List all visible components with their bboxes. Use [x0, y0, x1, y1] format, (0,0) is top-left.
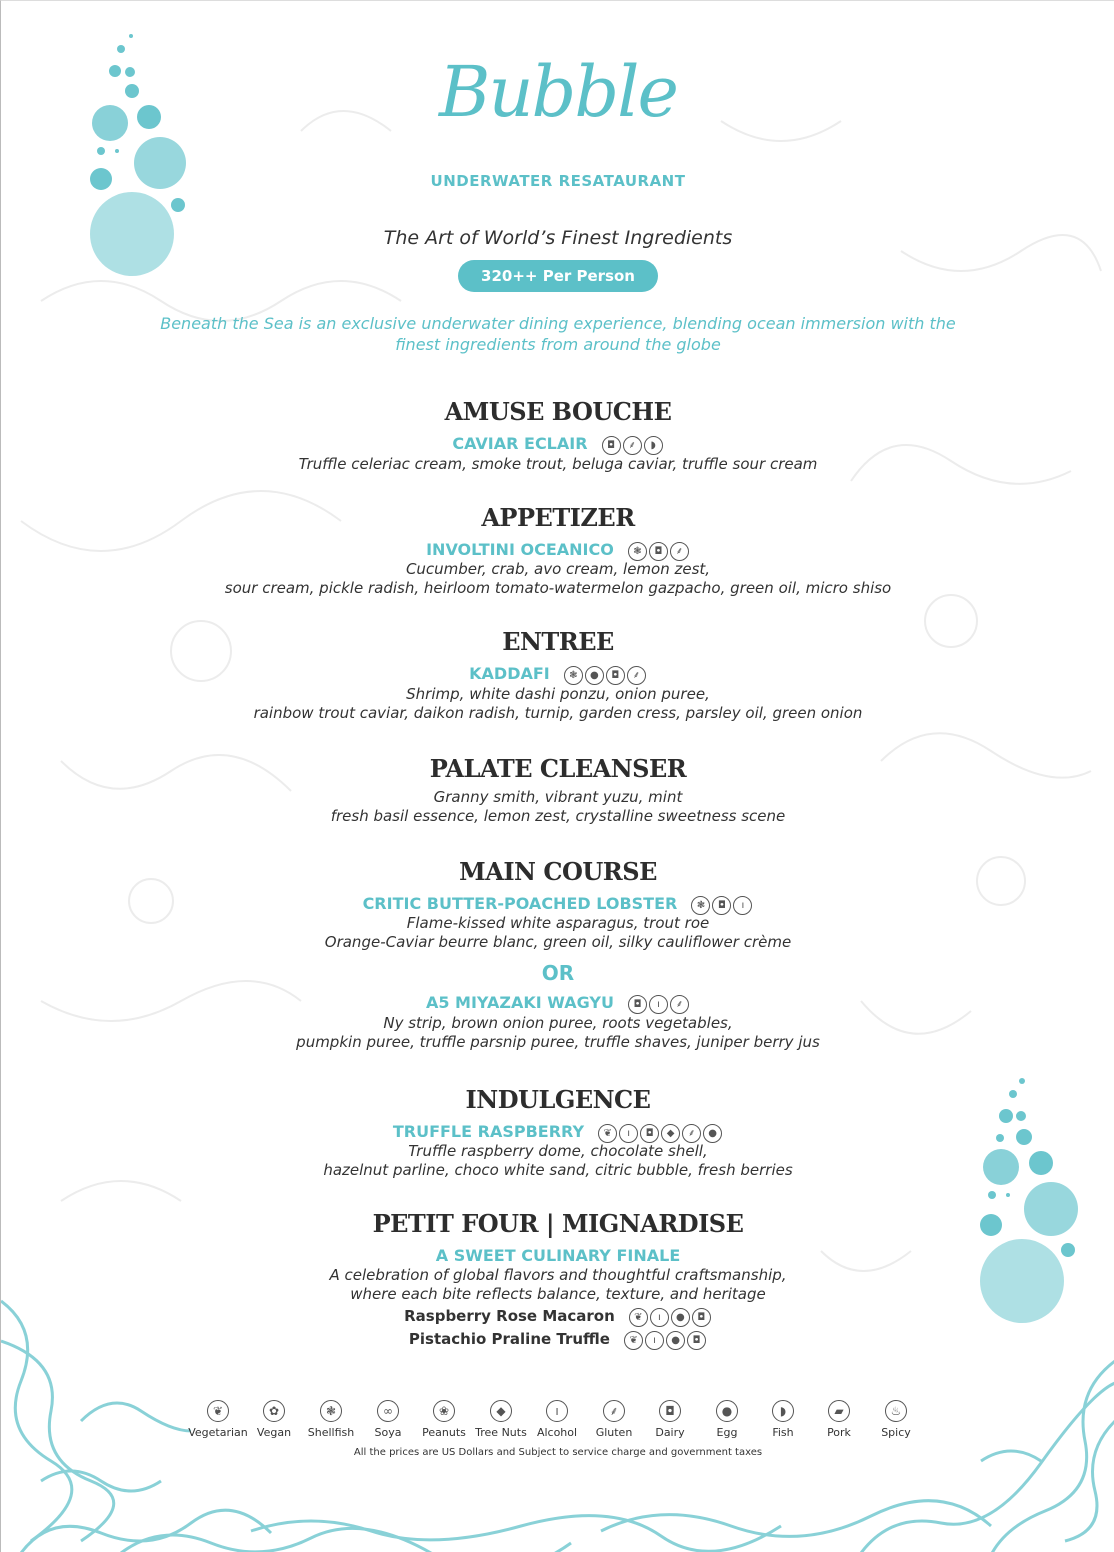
tree-nuts-icon: ◆: [661, 1124, 680, 1143]
allergen-icons: [563, 665, 647, 685]
dish-row-lobster: [1, 894, 1114, 915]
desc-line-2: rainbow trout caviar, daikon radish, turnip, garden cress, parsley oil, green onion: [253, 704, 863, 722]
section-title-palate-cleanser: PALATE CLEANSER: [429, 754, 687, 783]
allergen-icons: [601, 435, 664, 455]
section-title-appetizer: APPETIZER: [481, 503, 635, 532]
allergen-icons: [627, 994, 690, 1014]
vegan-icon: ✿: [263, 1400, 285, 1422]
gluten-icon: ⸙: [670, 542, 689, 561]
desc-line-2: fresh basil essence, lemon zest, crystalline sweetness scene: [330, 807, 786, 825]
legend-item-vegetarian: ❦ Vegetarian: [188, 1400, 248, 1439]
gluten-icon: ⸙: [682, 1124, 701, 1143]
desc-line-1: Cucumber, crab, avo cream, lemon zest,: [405, 560, 711, 578]
sweet-name: Raspberry Rose Macaron: [404, 1307, 615, 1325]
allergen-icons: [690, 895, 753, 915]
dish-description: [1, 1266, 1114, 1304]
dairy-icon: ◘: [712, 896, 731, 915]
allergen-legend: [186, 1400, 926, 1440]
egg-icon: ●: [703, 1124, 722, 1143]
section-title-amuse-bouche: AMUSE BOUCHE: [444, 397, 672, 426]
desc-line-1: Flame-kissed white asparagus, trout roe: [406, 914, 710, 932]
vegetarian-icon: ❦: [207, 1400, 229, 1422]
legend-item-dairy: ◘ Dairy: [640, 1400, 700, 1439]
dish-name: A SWEET CULINARY FINALE: [435, 1246, 681, 1265]
alcohol-icon: ı: [733, 896, 752, 915]
dish-description: [1, 788, 1114, 826]
legend-item-spicy: ♨ Spicy: [866, 1400, 926, 1439]
desc-line-1: A celebration of global flavors and thoughtful craftsmanship,: [329, 1266, 787, 1284]
dish-name: CAVIAR ECLAIR: [452, 434, 588, 453]
section-title-indulgence: INDULGENCE: [465, 1085, 651, 1114]
desc-line-1: Shrimp, white dashi ponzu, onion puree,: [406, 685, 710, 703]
sweet-item-truffle: [1, 1329, 1114, 1350]
intro-line-2: finest ingredients from around the globe: [395, 335, 721, 354]
fish-icon: ◗: [772, 1400, 794, 1422]
pork-icon: ▰: [828, 1400, 850, 1422]
dish-row-involtini: [1, 540, 1114, 561]
restaurant-subtitle: UNDERWATER RESATAURANT: [430, 172, 686, 190]
dish-row-caviar-eclair: [1, 434, 1114, 455]
alcohol-icon: ı: [619, 1124, 638, 1143]
section-title-main-course: MAIN COURSE: [459, 857, 657, 886]
logo-wordmark: Bubble: [439, 51, 677, 133]
dish-name: TRUFFLE RASPBERRY: [392, 1122, 585, 1141]
desc-line-2: hazelnut parline, choco white sand, citric bubble, fresh berries: [323, 1161, 793, 1179]
gluten-icon: ⸙: [603, 1400, 625, 1422]
legend-item-gluten: ⸙ Gluten: [584, 1400, 644, 1439]
dish-description: Truffle celeriac cream, smoke trout, beluga caviar, truffle sour cream: [298, 455, 818, 473]
alcohol-icon: ı: [650, 1308, 669, 1327]
intro-line-1: Beneath the Sea is an exclusive underwater dining experience, blending ocean immersion with the: [160, 314, 956, 333]
legend-item-shellfish: ❃ Shellfish: [301, 1400, 361, 1439]
dairy-icon: ◘: [640, 1124, 659, 1143]
tagline: The Art of World’s Finest Ingredients: [383, 227, 733, 249]
shellfish-icon: ❃: [564, 666, 583, 685]
vegetarian-icon: ❦: [598, 1124, 617, 1143]
price-row: [1, 260, 1114, 292]
section-title-petit-four: PETIT FOUR | MIGNARDISE: [372, 1209, 744, 1238]
legend-item-tree-nuts: ◆ Tree Nuts: [471, 1400, 531, 1439]
alcohol-icon: ı: [649, 995, 668, 1014]
allergen-icons: [628, 1307, 712, 1327]
intro-text: [1, 313, 1114, 355]
legend-item-alcohol: ı Alcohol: [527, 1400, 587, 1439]
desc-line-2: Orange-Caviar beurre blanc, green oil, silky cauliflower crème: [324, 933, 792, 951]
dairy-icon: ◘: [649, 542, 668, 561]
shellfish-icon: ❃: [691, 896, 710, 915]
dish-name: A5 MIYAZAKI WAGYU: [425, 993, 614, 1012]
dish-description: [1, 1014, 1114, 1052]
dish-row-truffle-raspberry: [1, 1122, 1114, 1143]
peanuts-icon: ❀: [433, 1400, 455, 1422]
desc-line-2: where each bite reflects balance, texture, and heritage: [350, 1285, 766, 1303]
egg-icon: ●: [671, 1308, 690, 1327]
gluten-icon: ⸙: [623, 436, 642, 455]
legend-item-soya: ∞ Soya: [358, 1400, 418, 1439]
dairy-icon: ◘: [659, 1400, 681, 1422]
egg-icon: ●: [585, 666, 604, 685]
dish-name: INVOLTINI OCEANICO: [426, 540, 614, 559]
desc-line-1: Granny smith, vibrant yuzu, mint: [433, 788, 683, 806]
desc-line-1: Truffle raspberry dome, chocolate shell,: [408, 1142, 708, 1160]
sweet-item-macaron: [1, 1306, 1114, 1327]
legend-item-fish: ◗ Fish: [753, 1400, 813, 1439]
vegetarian-icon: ❦: [624, 1331, 643, 1350]
gluten-icon: ⸙: [670, 995, 689, 1014]
or-separator: OR: [541, 961, 575, 985]
spicy-icon: ♨: [885, 1400, 907, 1422]
dairy-icon: ◘: [692, 1308, 711, 1327]
fish-icon: ◗: [644, 436, 663, 455]
dish-row-kaddafi: [1, 664, 1114, 685]
shellfish-icon: ❃: [320, 1400, 342, 1422]
dish-row-wagyu: [1, 993, 1114, 1014]
vegetarian-icon: ❦: [629, 1308, 648, 1327]
price-footnote: All the prices are US Dollars and Subject to service charge and government taxes: [353, 1447, 763, 1458]
dish-description: [1, 685, 1114, 723]
allergen-icons: [623, 1330, 707, 1350]
dairy-icon: ◘: [606, 666, 625, 685]
dish-description: [1, 560, 1114, 598]
desc-line-2: pumpkin puree, truffle parsnip puree, truffle shaves, juniper berry jus: [296, 1033, 820, 1051]
dish-name: KADDAFI: [469, 664, 550, 683]
egg-icon: ●: [666, 1331, 685, 1350]
legend-item-vegan: ✿ Vegan: [244, 1400, 304, 1439]
alcohol-icon: ı: [546, 1400, 568, 1422]
legend-item-egg: ● Egg: [697, 1400, 757, 1439]
section-title-entree: ENTREE: [502, 627, 614, 656]
sweet-name: Pistachio Praline Truffle: [408, 1330, 610, 1348]
dairy-icon: ◘: [602, 436, 621, 455]
shellfish-icon: ❃: [628, 542, 647, 561]
legend-item-pork: ▰ Pork: [809, 1400, 869, 1439]
price-badge: 320++ Per Person: [458, 260, 658, 292]
desc-line-2: sour cream, pickle radish, heirloom tomato-watermelon gazpacho, green oil, micro shiso: [224, 579, 892, 597]
desc-line-1: Ny strip, brown onion puree, roots vegetables,: [383, 1014, 733, 1032]
dish-name: CRITIC BUTTER-POACHED LOBSTER: [362, 894, 678, 913]
dish-description: [1, 914, 1114, 952]
tree-nuts-icon: ◆: [490, 1400, 512, 1422]
allergen-icons: [627, 541, 690, 561]
gluten-icon: ⸙: [627, 666, 646, 685]
egg-icon: ●: [716, 1400, 738, 1422]
dairy-icon: ◘: [628, 995, 647, 1014]
soya-icon: ∞: [377, 1400, 399, 1422]
legend-item-peanuts: ❀ Peanuts: [414, 1400, 474, 1439]
dairy-icon: ◘: [687, 1331, 706, 1350]
alcohol-icon: ı: [645, 1331, 664, 1350]
dish-description: [1, 1142, 1114, 1180]
allergen-icons: [597, 1123, 723, 1143]
